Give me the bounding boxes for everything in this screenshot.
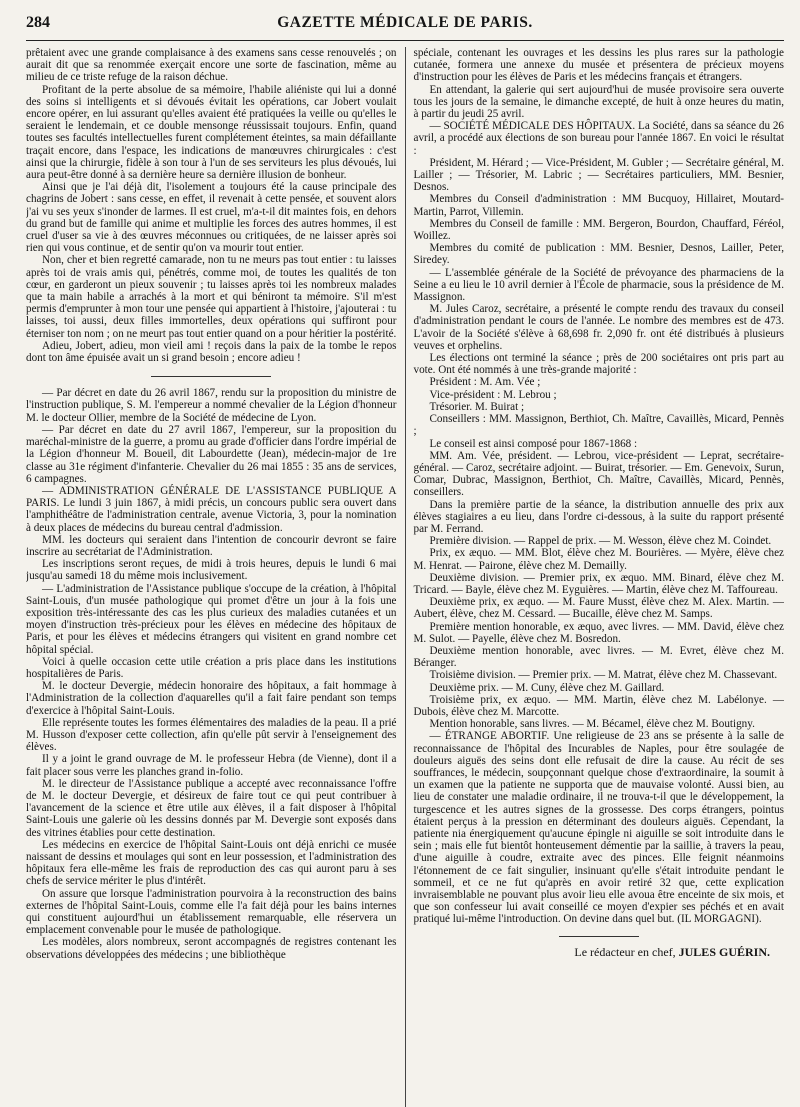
paragraph: MM. les docteurs qui seraient dans l'intention de concourir devront se faire inscrire au secrétariat de l'Administration.	[26, 533, 397, 558]
paragraph: Dans la première partie de la séance, la distribution annuelle des prix aux élèves stagiaires a eu lieu, dans l'ordre ci-dessous, à la suite du rapport présenté par M. Ferrand.	[413, 498, 784, 535]
paragraph: — L'administration de l'Assistance publique s'occupe de la création, à l'hôpital Saint-Louis, d'un musée pathologique qui promet d'être un jour à la fois une exposition très-intéressante des cas les plus curieux des maladies cutanées et un moyen d'instruction très-précieux pour les élèves en médecine des hôpitaux de Paris, et pour les élèves et médecins étrangers qui visitent en grand nombre cet hôpital spécial.	[26, 582, 397, 656]
paragraph: Les modèles, alors nombreux, seront accompagnés de registres contenant les observations développées des médecins ; une bibliothèque	[26, 936, 397, 961]
paragraph: Voici à quelle occasion cette utile création a pris place dans les institutions hospitalières de Paris.	[26, 655, 397, 680]
paragraph: M. le directeur de l'Assistance publique a accepté avec reconnaissance l'offre de M. le docteur Devergie, et désireux de faire tout ce qui peut contribuer à l'avancement de la science et être utile aux élèves, il a fait disposer à l'hôpital Saint-Louis une galerie où les dessins donnés par M. Devergie sont exposés dans des vitrines établies pour cette destination.	[26, 777, 397, 839]
paragraph: Il y a joint le grand ouvrage de M. le professeur Hebra (de Vienne), dont il a fait placer sous verre les planches grand in-folio.	[26, 753, 397, 778]
page-number: 284	[26, 14, 50, 31]
paragraph: Membres du comité de publication : MM. Besnier, Desnos, Lailler, Peter, Siredey.	[413, 242, 784, 267]
paragraph: Deuxième mention honorable, avec livres. — M. Evret, élève chez M. Béranger.	[413, 644, 784, 670]
news-section	[26, 387, 397, 961]
paragraph: Vice-président : M. Lebrou ;	[429, 388, 557, 401]
paragraph: Ainsi que je l'ai déjà dit, l'isolement a toujours été la cause principale des chagrins de Jobert : sans cesse, en effet, il revenait à cette pensée, et souvent alors j'ai vu ses yeux s'inonder de larmes. Il est cruel, m'a-t-il dit maintes fois, en dehors du grand but de famille qui anime et multiplie les forces des autres hommes, il est cruel d'user sa vie à des œuvres méconnues ou critiquées, de ne laisser après soi rien qui vous continue, et de sentir qu'on va mourir tout entier.	[26, 181, 397, 255]
paragraph: MM. Am. Vée, président. — Lebrou, vice-président — Leprat, secrétaire-général. — Caroz, secrétaire adjoint. — Buirat, trésorier. — Em. Genevoix, Surun, Comar, Dubrac, Massignon, Berthiot, Ch. Maître, Cavaillès, Micard, Pennès, conseillers.	[413, 449, 784, 499]
paragraph: Le conseil est ainsi composé pour 1867-1868 :	[429, 437, 638, 450]
paragraph: — ADMINISTRATION GÉNÉRALE DE L'ASSISTANCE PUBLIQUE A PARIS. Le lundi 3 juin 1867, à midi précis, un concours public sera ouvert dans l'amphithéâtre de l'administration centrale, avenue Victoria, 3, pour la nomination à deux places de médecins du bureau central d'admission.	[26, 484, 397, 534]
paragraph: Mention honorable, sans livres. — M. Bécamel, élève chez M. Boutigny.	[429, 718, 755, 731]
columns	[26, 47, 784, 1107]
paragraph: Non, cher et bien regretté camarade, non tu ne meurs pas tout entier : tu laisses après toi de vrais amis qui, pénétrés, comme moi, de toutes les qualités de ton cœur, en garderont un pieux souvenir ; tu laisses après toi les nombreux malades que ta main habile a arrachés à la mort et qui béniront ta mémoire. S'il m'est permis d'emprunter à mon tour une pensée qui appartient à l'histoire, j'ajouterai : tu laisses, toi aussi, deux filles immortelles, deux opérations qui suffiront pour éterniser ton nom ; on ne meurt pas tout entier quand on a pour héritier la postérité.	[26, 254, 397, 340]
closing-divider	[559, 936, 639, 937]
paragraph: Membres du Conseil d'administration : MM Bucquoy, Hillairet, Moutard-Martin, Parrot, Villemin.	[413, 193, 784, 218]
paragraph: Trésorier. M. Buirat ;	[429, 400, 525, 413]
page-header	[26, 14, 784, 41]
paragraph: Première mention honorable, ex æquo, avec livres. — MM. David, élève chez M. Sulot. — Payelle, élève chez M. Bosredon.	[413, 620, 784, 645]
paragraph: Elle représente toutes les formes élémentaires des maladies de la peau. Il a prié M. Husson d'exposer cette collection, afin qu'elle pût servir à l'enseignement des élèves.	[26, 716, 397, 754]
paragraph: — Par décret en date du 27 avril 1867, l'empereur, sur la proposition du maréchal-ministre de la guerre, a promu au grade d'officier dans l'ordre impérial de la Légion d'honneur M. Boueil, dit Labourdette (Jean), médecin-major de 1re classe au 31e régiment d'infanterie. Chevalier du 26 mai 1855 : 35 ans de services, 6 campagnes.	[26, 423, 397, 485]
right-column	[406, 47, 785, 1107]
paragraph: Président : M. Am. Vée ;	[429, 376, 541, 389]
paragraph: spéciale, contenant les ouvrages et les dessins les plus rares sur la pathologie cutanée, formera une annexe du musée et présentera de précieux moyens d'instruction pour les élèves de Paris et les médecins français et étrangers.	[413, 47, 784, 84]
paragraph: Profitant de la perte absolue de sa mémoire, l'habile aliéniste qui lui a donné des soins si intelligents et si dévoués évitait les opérations, car Jobert voulait encore opérer, en lui assurant qu'elles avaient été pratiquées la veille ou qu'elles le seraient le lendemain, et ce double mensonge réussissait toujours. Enfin, quand toutes ses facultés intellectuelles furent complétement éteintes, sa main défaillante traçait encore, dans l'espace, les indications de manœuvres chirurgicales : c'est ainsi que la chirurgie, fidèle à son tour à l'un de ses serviteurs les plus dévoués, lui aura peut-être donné à sa dernière heure sa dernière illusion de bonheur.	[26, 83, 397, 182]
paragraph: Deuxième division. — Premier prix, ex æquo. MM. Binard, élève chez M. Tricard. — Bayle, élève chez M. Eyguières. — Martin, élève chez M. Taffoureau.	[413, 571, 784, 596]
journal-title: GAZETTE MÉDICALE DE PARIS.	[277, 14, 533, 31]
editor-signature	[414, 945, 785, 960]
paragraph: — ÉTRANGE ABORTIF. Une religieuse de 23 ans se présente à la salle de reconnaissance de l'hôpital des Incurables de Naples, pour être soulagée de douleurs aiguës des seins dont elle refusait de dire la cause. Au récit de ses souffrances, le médecin, soupçonnant quelque chose d'extraordinaire, la soumit à un examen que la patiente ne supporta que de mauvaise volonté. Aussi bien, au lieu de constater une maladie ordinaire, il ne trouva-t-il que le développement, la turgescence et les autres signes de la grossesse. Des corps étrangers, pointus étaient perçus à la pression en déterminant des douleurs aiguës. Cependant, la patiente nia énergiquement qu'aucune épingle ni aiguille se soit introduite dans le sein ; mais elle fut bientôt honteusement démentie par la saillie, à travers la peau, d'une aiguille à coudre, extraite avec des pinces. Elle feignit néanmoins l'étonnement de ce fait singulier, insinuant qu'elle s'était introduite pendant le sommeil, et ce ne fut qu'après en avoir retiré 32 que, cette explication invraisemblable ne pouvant plus avoir lieu elle avoua être enceinte de six mois, et que son confesseur lui avait conseillé ce moyen d'expier ses péchés et en avait pratiqué lui-même l'introduction. On devine dans quel but. (IL MORGAGNI).	[413, 730, 784, 926]
paragraph: prêtaient avec une grande complaisance à des examens sans cesse renouvelés ; on aurait dit que sa renommée exerçait encore une sorte de fascination, même au milieu de ce triste refuge de la raison déchue.	[26, 47, 397, 84]
paragraph: Les médecins en exercice de l'hôpital Saint-Louis ont déjà enrichi ce musée naissant de dessins et moulages qui sont en leur possession, et l'administration des hôpitaux fera elle-même les frais de reproduction des cas qui auront paru à ses chefs de service mériter le plus d'intérêt.	[26, 838, 397, 888]
paragraph: M. Jules Caroz, secrétaire, a présenté le compte rendu des travaux du conseil d'administration pendant le cours de l'année. Le nombre des membres est de 473. L'avoir de la Société s'élève à 68,698 fr. 2,090 fr. ont été distribués à plusieurs veuves et orphelins.	[413, 303, 784, 352]
paragraph: Deuxième prix, ex æquo. — M. Faure Musst, élève chez M. Alex. Martin. — Aubert, élève, chez M. Cessard. — Bucaille, élève chez M. Samps.	[413, 596, 784, 621]
signature-name: JULES GUÉRIN.	[678, 944, 770, 959]
paragraph: On assure que lorsque l'administration pourvoira à la reconstruction des bains externes de l'hôpital Saint-Louis, comme elle l'a fait déjà pour les bains internes qui constituent aujourd'hui un établissement remarquable, elle réservera un emplacement convenable pour le musée de pathologique.	[26, 887, 397, 937]
paragraph: Deuxième prix. — M. Cuny, élève chez M. Gaillard.	[429, 681, 665, 694]
paragraph: Troisième prix, ex æquo. — MM. Martin, élève chez M. Labélonye. — Dubois, élève chez M. Marcotte.	[413, 693, 784, 718]
paragraph: Les inscriptions seront reçues, de midi à trois heures, depuis le lundi 6 mai jusqu'au samedi 18 du même mois inclusivement.	[26, 558, 397, 583]
paragraph: — L'assemblée générale de la Société de prévoyance des pharmaciens de la Seine a eu lieu le 10 avril dernier à l'École de pharmacie, sous la présidence de M. Massignon.	[413, 266, 784, 304]
section-divider	[151, 376, 271, 377]
paragraph: Première division. — Rappel de prix. — M. Wesson, élève chez M. Coindet.	[429, 535, 772, 548]
paragraph: — SOCIÉTÉ MÉDICALE DES HÔPITAUX. La Société, dans sa séance du 26 avril, a procédé aux élections de son bureau pour l'année 1867. En voici le résultat :	[413, 120, 784, 157]
paragraph: M. le docteur Devergie, médecin honoraire des hôpitaux, a fait hommage à l'Administration de la collection d'aquarelles qu'il a fait faire pendant son temps d'exercice à l'hôpital Saint-Louis.	[26, 680, 397, 717]
paragraph: Troisième division. — Premier prix. — M. Matrat, élève chez M. Chassevant.	[429, 669, 778, 682]
left-column	[26, 47, 406, 1107]
paragraph: Les élections ont terminé la séance ; près de 200 sociétaires ont pris part au vote. Ont été nommés à une très-grande majorité :	[413, 352, 784, 377]
paragraph: Membres du Conseil de famille : MM. Bergeron, Bourdon, Chauffard, Féréol, Woillez.	[413, 217, 784, 243]
obituary-section	[26, 47, 397, 364]
paragraph: Président, M. Hérard ; — Vice-Président, M. Gubler ; — Secrétaire général, M. Lailler ; — Trésorier, M. Labric ; — Secrétaires particuliers, MM. Besnier, Desnos.	[413, 156, 784, 194]
paragraph: Conseillers : MM. Massignon, Berthiot, Ch. Maître, Cavaillès, Micard, Pennès ;	[413, 413, 784, 438]
society-news-section	[414, 47, 785, 926]
paragraph: — Par décret en date du 26 avril 1867, rendu sur la proposition du ministre de l'instruction publique, S. M. l'empereur a nommé chevalier de la Légion d'honneur M. le docteur Ollier, membre de la Société de médecine de Lyon.	[26, 387, 397, 424]
paragraph: Adieu, Jobert, adieu, mon vieil ami ! reçois dans la paix de la tombe le repos dont ton âme épuisée avait un si grand besoin ; encore adieu !	[26, 339, 397, 365]
paragraph: Prix, ex æquo. — MM. Blot, élève chez M. Bourières. — Myère, élève chez M. Henrat. — Pairone, élève chez M. Demailly.	[413, 547, 784, 572]
signature-prefix: Le rédacteur en chef,	[574, 944, 676, 959]
paragraph: En attendant, la galerie qui sert aujourd'hui de musée provisoire sera ouverte tous les jours de la semaine, le dimanche excepté, de huit à onze heures du matin, à partir du jeudi 25 avril.	[413, 83, 784, 121]
